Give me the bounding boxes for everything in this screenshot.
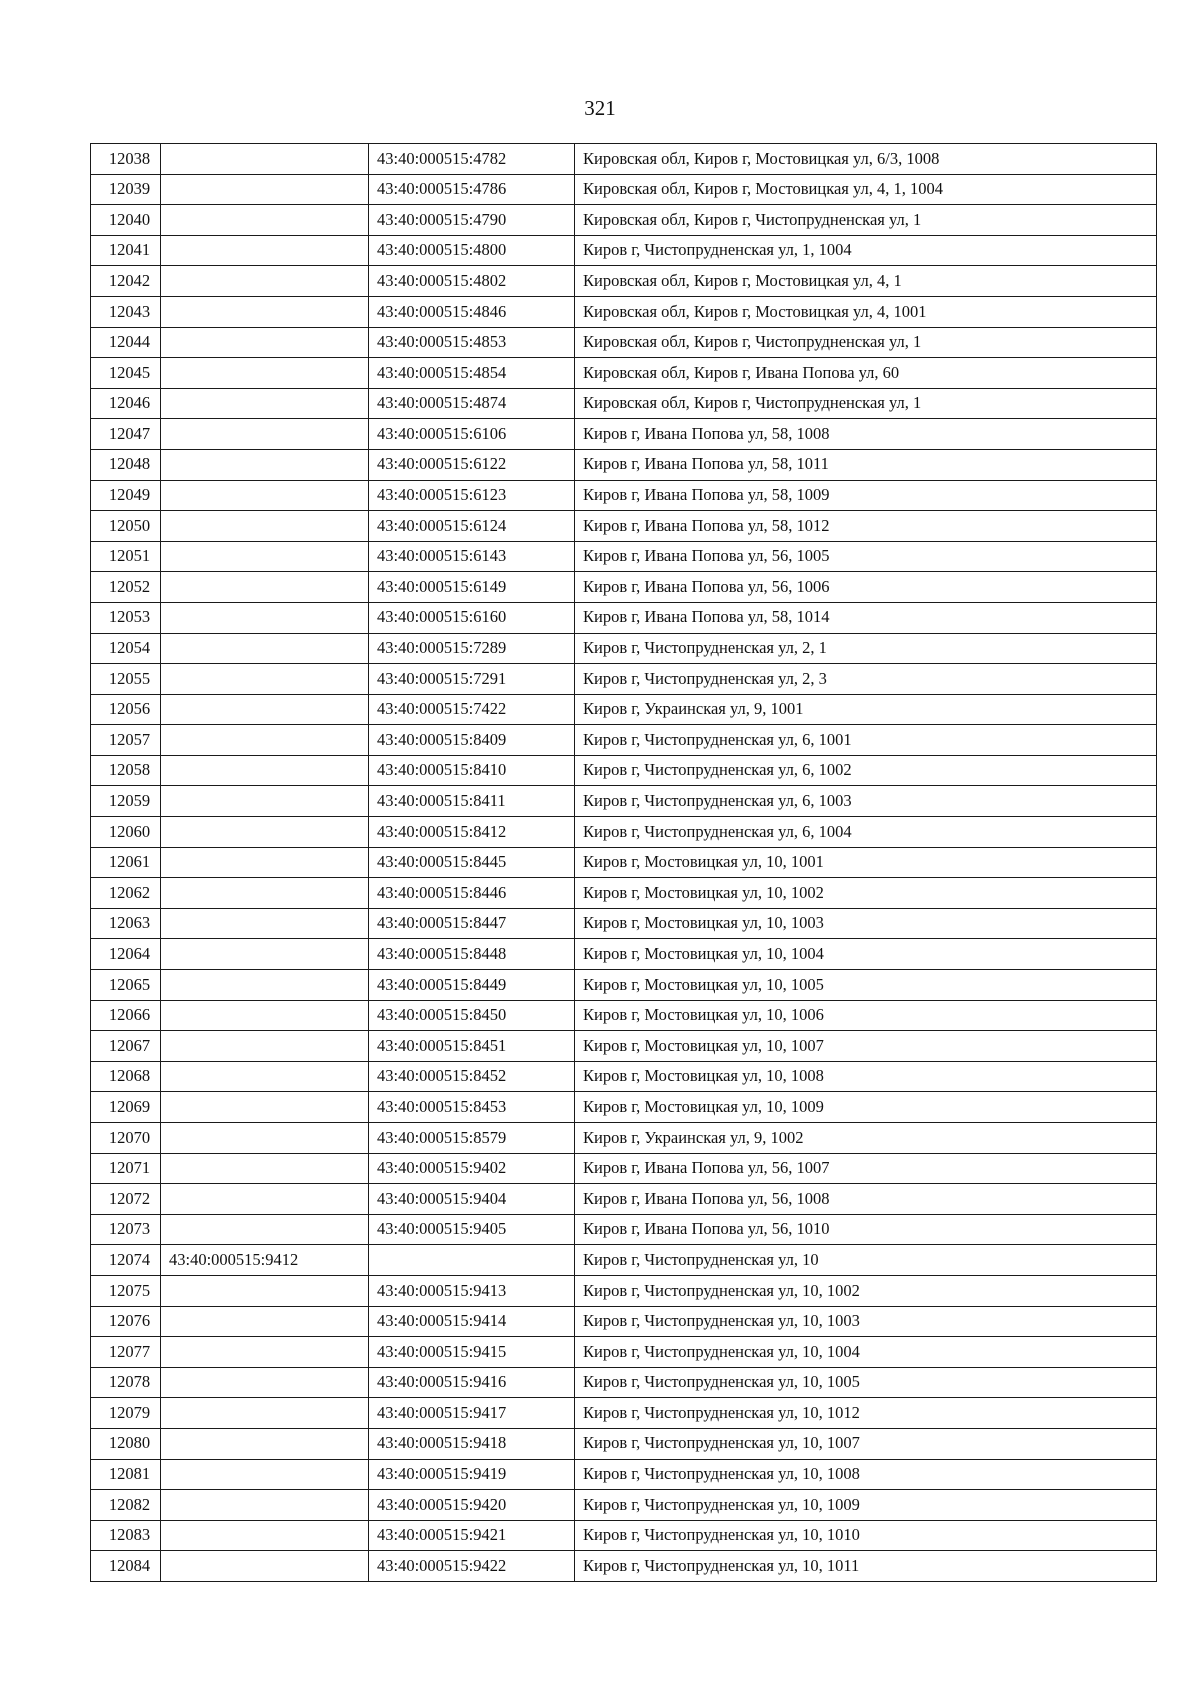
table-row: [91, 664, 1157, 695]
row-number-cell: 12084: [91, 1551, 161, 1582]
cadastral-number-cell: 43:40:000515:8412: [369, 817, 575, 848]
cadastral-number-cell: 43:40:000515:9421: [369, 1520, 575, 1551]
row-number-cell: 12082: [91, 1490, 161, 1521]
cadastral-number-cell: 43:40:000515:8449: [369, 970, 575, 1001]
address-cell: Киров г, Ивана Попова ул, 58, 1009: [575, 480, 1157, 511]
parent-cadastral-cell: [161, 1184, 369, 1215]
parent-cadastral-cell: [161, 144, 369, 175]
row-number-cell: 12067: [91, 1031, 161, 1062]
table-row: [91, 1214, 1157, 1245]
table-row: [91, 419, 1157, 450]
address-cell: Кировская обл, Киров г, Ивана Попова ул, 60: [575, 358, 1157, 389]
row-number-cell: 12077: [91, 1337, 161, 1368]
row-number-cell: 12043: [91, 296, 161, 327]
parent-cadastral-cell: [161, 1214, 369, 1245]
cadastral-number-cell: 43:40:000515:8579: [369, 1123, 575, 1154]
row-number-cell: 12052: [91, 572, 161, 603]
address-cell: Киров г, Чистопрудненская ул, 6, 1002: [575, 755, 1157, 786]
table-row: [91, 388, 1157, 419]
cadastral-number-cell: 43:40:000515:9417: [369, 1398, 575, 1429]
address-cell: Киров г, Ивана Попова ул, 56, 1005: [575, 541, 1157, 572]
table-row: [91, 786, 1157, 817]
row-number-cell: 12076: [91, 1306, 161, 1337]
cadastral-number-cell: 43:40:000515:7422: [369, 694, 575, 725]
address-cell: Киров г, Мостовицкая ул, 10, 1001: [575, 847, 1157, 878]
parent-cadastral-cell: [161, 1061, 369, 1092]
table-row: [91, 939, 1157, 970]
row-number-cell: 12042: [91, 266, 161, 297]
address-cell: Киров г, Мостовицкая ул, 10, 1002: [575, 878, 1157, 909]
address-cell: Киров г, Мостовицкая ул, 10, 1008: [575, 1061, 1157, 1092]
row-number-cell: 12044: [91, 327, 161, 358]
row-number-cell: 12059: [91, 786, 161, 817]
cadastral-number-cell: 43:40:000515:6124: [369, 511, 575, 542]
parent-cadastral-cell: [161, 449, 369, 480]
parent-cadastral-cell: [161, 205, 369, 236]
table-row: [91, 1000, 1157, 1031]
parent-cadastral-cell: [161, 1459, 369, 1490]
parent-cadastral-cell: [161, 1398, 369, 1429]
table-row: [91, 480, 1157, 511]
cadastral-number-cell: 43:40:000515:7291: [369, 664, 575, 695]
registry-table: [90, 143, 1157, 1582]
parent-cadastral-cell: [161, 786, 369, 817]
cadastral-number-cell: 43:40:000515:9419: [369, 1459, 575, 1490]
table-row: [91, 1306, 1157, 1337]
table-row: [91, 725, 1157, 756]
parent-cadastral-cell: [161, 878, 369, 909]
cadastral-number-cell: 43:40:000515:9415: [369, 1337, 575, 1368]
parent-cadastral-cell: [161, 358, 369, 389]
row-number-cell: 12066: [91, 1000, 161, 1031]
address-cell: Киров г, Ивана Попова ул, 58, 1011: [575, 449, 1157, 480]
cadastral-number-cell: 43:40:000515:6122: [369, 449, 575, 480]
address-cell: Киров г, Ивана Попова ул, 58, 1012: [575, 511, 1157, 542]
cadastral-number-cell: 43:40:000515:4782: [369, 144, 575, 175]
parent-cadastral-cell: [161, 1520, 369, 1551]
parent-cadastral-cell: [161, 1367, 369, 1398]
parent-cadastral-cell: [161, 235, 369, 266]
cadastral-number-cell: 43:40:000515:4854: [369, 358, 575, 389]
address-cell: Киров г, Чистопрудненская ул, 6, 1003: [575, 786, 1157, 817]
row-number-cell: 12053: [91, 602, 161, 633]
row-number-cell: 12054: [91, 633, 161, 664]
row-number-cell: 12045: [91, 358, 161, 389]
table-row: [91, 1367, 1157, 1398]
table-row: [91, 878, 1157, 909]
cadastral-number-cell: 43:40:000515:8450: [369, 1000, 575, 1031]
cadastral-number-cell: 43:40:000515:6143: [369, 541, 575, 572]
row-number-cell: 12073: [91, 1214, 161, 1245]
address-cell: Киров г, Чистопрудненская ул, 10: [575, 1245, 1157, 1276]
cadastral-number-cell: 43:40:000515:9422: [369, 1551, 575, 1582]
row-number-cell: 12065: [91, 970, 161, 1001]
parent-cadastral-cell: [161, 847, 369, 878]
address-cell: Кировская обл, Киров г, Чистопрудненская ул, 1: [575, 327, 1157, 358]
cadastral-number-cell: 43:40:000515:4800: [369, 235, 575, 266]
parent-cadastral-cell: [161, 266, 369, 297]
table-row: [91, 602, 1157, 633]
table-row: [91, 694, 1157, 725]
parent-cadastral-cell: [161, 388, 369, 419]
table-row: [91, 970, 1157, 1001]
row-number-cell: 12081: [91, 1459, 161, 1490]
row-number-cell: 12056: [91, 694, 161, 725]
cadastral-number-cell: 43:40:000515:7289: [369, 633, 575, 664]
row-number-cell: 12060: [91, 817, 161, 848]
parent-cadastral-cell: [161, 1306, 369, 1337]
cadastral-number-cell: 43:40:000515:4786: [369, 174, 575, 205]
row-number-cell: 12040: [91, 205, 161, 236]
cadastral-number-cell: 43:40:000515:9418: [369, 1428, 575, 1459]
cadastral-number-cell: 43:40:000515:4802: [369, 266, 575, 297]
cadastral-number-cell: 43:40:000515:4853: [369, 327, 575, 358]
cadastral-number-cell: 43:40:000515:9402: [369, 1153, 575, 1184]
cadastral-number-cell: 43:40:000515:8409: [369, 725, 575, 756]
table-row: [91, 1398, 1157, 1429]
parent-cadastral-cell: [161, 1275, 369, 1306]
row-number-cell: 12072: [91, 1184, 161, 1215]
parent-cadastral-cell: [161, 1092, 369, 1123]
parent-cadastral-cell: [161, 174, 369, 205]
address-cell: Киров г, Чистопрудненская ул, 2, 1: [575, 633, 1157, 664]
row-number-cell: 12069: [91, 1092, 161, 1123]
parent-cadastral-cell: [161, 755, 369, 786]
cadastral-number-cell: 43:40:000515:9405: [369, 1214, 575, 1245]
row-number-cell: 12047: [91, 419, 161, 450]
parent-cadastral-cell: [161, 817, 369, 848]
address-cell: Кировская обл, Киров г, Мостовицкая ул, 4, 1: [575, 266, 1157, 297]
row-number-cell: 12070: [91, 1123, 161, 1154]
row-number-cell: 12051: [91, 541, 161, 572]
parent-cadastral-cell: [161, 664, 369, 695]
parent-cadastral-cell: [161, 419, 369, 450]
table-row: [91, 1551, 1157, 1582]
address-cell: Киров г, Ивана Попова ул, 58, 1008: [575, 419, 1157, 450]
address-cell: Киров г, Ивана Попова ул, 56, 1010: [575, 1214, 1157, 1245]
table-row: [91, 1275, 1157, 1306]
parent-cadastral-cell: [161, 1490, 369, 1521]
address-cell: Киров г, Украинская ул, 9, 1001: [575, 694, 1157, 725]
table-row: [91, 1184, 1157, 1215]
address-cell: Киров г, Чистопрудненская ул, 10, 1009: [575, 1490, 1157, 1521]
address-cell: Киров г, Чистопрудненская ул, 10, 1003: [575, 1306, 1157, 1337]
parent-cadastral-cell: [161, 1123, 369, 1154]
table-row: [91, 266, 1157, 297]
table-row: [91, 847, 1157, 878]
row-number-cell: 12071: [91, 1153, 161, 1184]
address-cell: Киров г, Мостовицкая ул, 10, 1006: [575, 1000, 1157, 1031]
parent-cadastral-cell: [161, 694, 369, 725]
row-number-cell: 12075: [91, 1275, 161, 1306]
table-row: [91, 235, 1157, 266]
cadastral-number-cell: 43:40:000515:8411: [369, 786, 575, 817]
table-row: [91, 572, 1157, 603]
row-number-cell: 12079: [91, 1398, 161, 1429]
table-row: [91, 1245, 1157, 1276]
address-cell: Киров г, Чистопрудненская ул, 10, 1004: [575, 1337, 1157, 1368]
row-number-cell: 12041: [91, 235, 161, 266]
cadastral-number-cell: 43:40:000515:9404: [369, 1184, 575, 1215]
parent-cadastral-cell: [161, 602, 369, 633]
table-row: [91, 296, 1157, 327]
cadastral-number-cell: 43:40:000515:8410: [369, 755, 575, 786]
row-number-cell: 12050: [91, 511, 161, 542]
cadastral-number-cell: [369, 1245, 575, 1276]
address-cell: Кировская обл, Киров г, Мостовицкая ул, 4, 1001: [575, 296, 1157, 327]
row-number-cell: 12068: [91, 1061, 161, 1092]
row-number-cell: 12055: [91, 664, 161, 695]
parent-cadastral-cell: [161, 633, 369, 664]
table-row: [91, 327, 1157, 358]
table-row: [91, 908, 1157, 939]
address-cell: Киров г, Чистопрудненская ул, 2, 3: [575, 664, 1157, 695]
table-row: [91, 144, 1157, 175]
address-cell: Киров г, Чистопрудненская ул, 10, 1008: [575, 1459, 1157, 1490]
table-row: [91, 449, 1157, 480]
table-row: [91, 1428, 1157, 1459]
registry-table-body: [91, 144, 1157, 1582]
row-number-cell: 12080: [91, 1428, 161, 1459]
row-number-cell: 12058: [91, 755, 161, 786]
address-cell: Киров г, Мостовицкая ул, 10, 1009: [575, 1092, 1157, 1123]
parent-cadastral-cell: [161, 480, 369, 511]
page-number: 321: [584, 96, 616, 120]
table-row: [91, 1153, 1157, 1184]
table-row: [91, 205, 1157, 236]
parent-cadastral-cell: [161, 327, 369, 358]
cadastral-number-cell: 43:40:000515:8446: [369, 878, 575, 909]
table-row: [91, 1123, 1157, 1154]
row-number-cell: 12049: [91, 480, 161, 511]
address-cell: Киров г, Мостовицкая ул, 10, 1007: [575, 1031, 1157, 1062]
address-cell: Киров г, Ивана Попова ул, 58, 1014: [575, 602, 1157, 633]
parent-cadastral-cell: [161, 970, 369, 1001]
address-cell: Киров г, Ивана Попова ул, 56, 1006: [575, 572, 1157, 603]
cadastral-number-cell: 43:40:000515:8448: [369, 939, 575, 970]
address-cell: Киров г, Мостовицкая ул, 10, 1004: [575, 939, 1157, 970]
address-cell: Киров г, Чистопрудненская ул, 10, 1007: [575, 1428, 1157, 1459]
row-number-cell: 12064: [91, 939, 161, 970]
parent-cadastral-cell: [161, 1551, 369, 1582]
address-cell: Киров г, Мостовицкая ул, 10, 1003: [575, 908, 1157, 939]
address-cell: Киров г, Ивана Попова ул, 56, 1007: [575, 1153, 1157, 1184]
address-cell: Кировская обл, Киров г, Мостовицкая ул, 6/3, 1008: [575, 144, 1157, 175]
parent-cadastral-cell: [161, 572, 369, 603]
parent-cadastral-cell: [161, 541, 369, 572]
table-row: [91, 541, 1157, 572]
cadastral-number-cell: 43:40:000515:6149: [369, 572, 575, 603]
parent-cadastral-cell: [161, 296, 369, 327]
parent-cadastral-cell: 43:40:000515:9412: [161, 1245, 369, 1276]
address-cell: Киров г, Чистопрудненская ул, 10, 1012: [575, 1398, 1157, 1429]
cadastral-number-cell: 43:40:000515:8447: [369, 908, 575, 939]
cadastral-number-cell: 43:40:000515:6106: [369, 419, 575, 450]
parent-cadastral-cell: [161, 1031, 369, 1062]
table-row: [91, 633, 1157, 664]
address-cell: Киров г, Ивана Попова ул, 56, 1008: [575, 1184, 1157, 1215]
cadastral-number-cell: 43:40:000515:4790: [369, 205, 575, 236]
table-row: [91, 817, 1157, 848]
table-row: [91, 358, 1157, 389]
cadastral-number-cell: 43:40:000515:9413: [369, 1275, 575, 1306]
cadastral-number-cell: 43:40:000515:8453: [369, 1092, 575, 1123]
cadastral-number-cell: 43:40:000515:9420: [369, 1490, 575, 1521]
parent-cadastral-cell: [161, 511, 369, 542]
address-cell: Киров г, Чистопрудненская ул, 10, 1010: [575, 1520, 1157, 1551]
cadastral-number-cell: 43:40:000515:8445: [369, 847, 575, 878]
address-cell: Кировская обл, Киров г, Чистопрудненская ул, 1: [575, 388, 1157, 419]
parent-cadastral-cell: [161, 939, 369, 970]
row-number-cell: 12074: [91, 1245, 161, 1276]
row-number-cell: 12083: [91, 1520, 161, 1551]
table-row: [91, 1520, 1157, 1551]
table-row: [91, 755, 1157, 786]
parent-cadastral-cell: [161, 1000, 369, 1031]
row-number-cell: 12061: [91, 847, 161, 878]
cadastral-number-cell: 43:40:000515:9416: [369, 1367, 575, 1398]
row-number-cell: 12038: [91, 144, 161, 175]
table-row: [91, 174, 1157, 205]
row-number-cell: 12048: [91, 449, 161, 480]
parent-cadastral-cell: [161, 1428, 369, 1459]
table-row: [91, 1459, 1157, 1490]
parent-cadastral-cell: [161, 1337, 369, 1368]
row-number-cell: 12039: [91, 174, 161, 205]
address-cell: Кировская обл, Киров г, Чистопрудненская ул, 1: [575, 205, 1157, 236]
table-row: [91, 1092, 1157, 1123]
cadastral-number-cell: 43:40:000515:8452: [369, 1061, 575, 1092]
row-number-cell: 12078: [91, 1367, 161, 1398]
address-cell: Киров г, Мостовицкая ул, 10, 1005: [575, 970, 1157, 1001]
table-row: [91, 511, 1157, 542]
address-cell: Киров г, Чистопрудненская ул, 6, 1004: [575, 817, 1157, 848]
table-row: [91, 1061, 1157, 1092]
row-number-cell: 12062: [91, 878, 161, 909]
address-cell: Кировская обл, Киров г, Мостовицкая ул, 4, 1, 1004: [575, 174, 1157, 205]
table-row: [91, 1031, 1157, 1062]
cadastral-number-cell: 43:40:000515:6160: [369, 602, 575, 633]
row-number-cell: 12063: [91, 908, 161, 939]
cadastral-number-cell: 43:40:000515:9414: [369, 1306, 575, 1337]
address-cell: Киров г, Чистопрудненская ул, 10, 1011: [575, 1551, 1157, 1582]
table-row: [91, 1490, 1157, 1521]
cadastral-number-cell: 43:40:000515:4874: [369, 388, 575, 419]
cadastral-number-cell: 43:40:000515:6123: [369, 480, 575, 511]
table-row: [91, 1337, 1157, 1368]
row-number-cell: 12046: [91, 388, 161, 419]
address-cell: Киров г, Чистопрудненская ул, 10, 1005: [575, 1367, 1157, 1398]
row-number-cell: 12057: [91, 725, 161, 756]
address-cell: Киров г, Чистопрудненская ул, 1, 1004: [575, 235, 1157, 266]
parent-cadastral-cell: [161, 908, 369, 939]
address-cell: Киров г, Украинская ул, 9, 1002: [575, 1123, 1157, 1154]
cadastral-number-cell: 43:40:000515:4846: [369, 296, 575, 327]
address-cell: Киров г, Чистопрудненская ул, 6, 1001: [575, 725, 1157, 756]
parent-cadastral-cell: [161, 725, 369, 756]
parent-cadastral-cell: [161, 1153, 369, 1184]
address-cell: Киров г, Чистопрудненская ул, 10, 1002: [575, 1275, 1157, 1306]
cadastral-number-cell: 43:40:000515:8451: [369, 1031, 575, 1062]
